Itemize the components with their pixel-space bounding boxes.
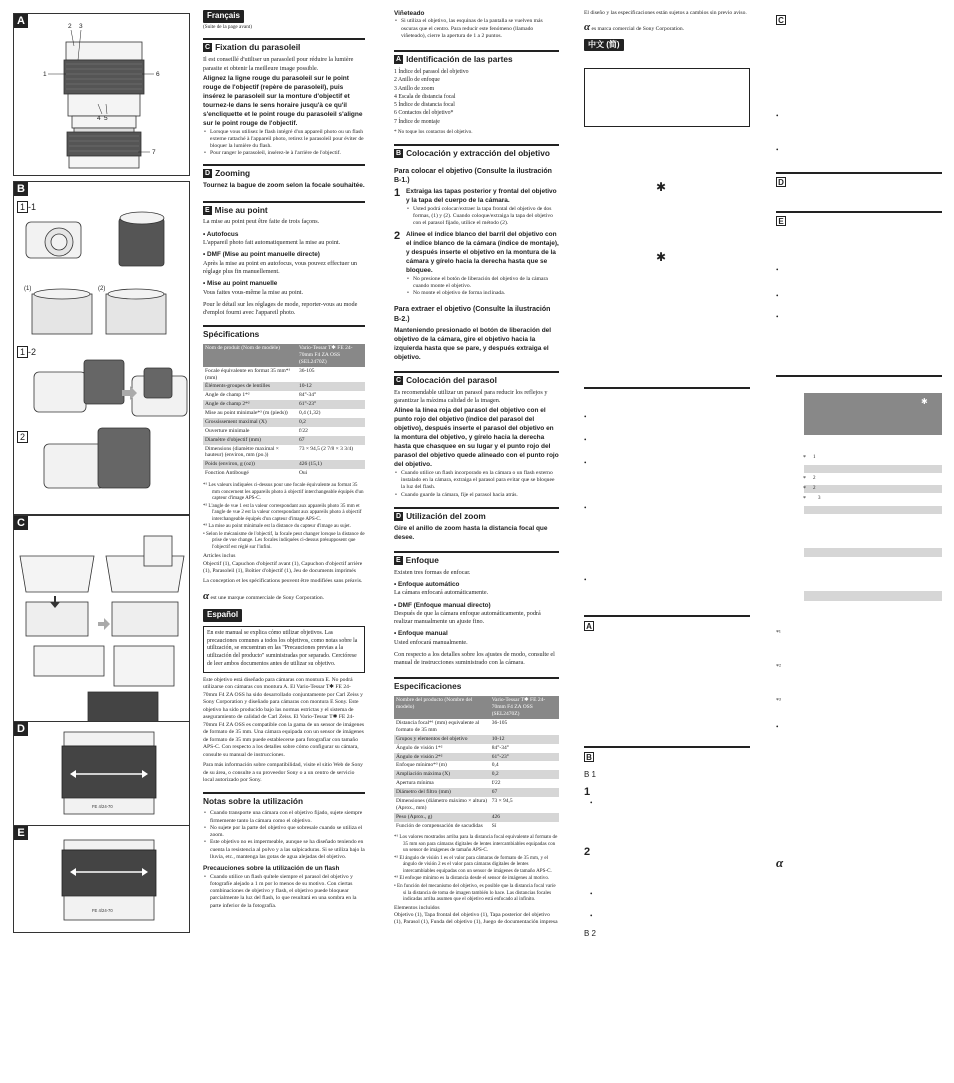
chinese-bullet-7: • <box>590 890 593 898</box>
zoom-instruction: Tournez la bague de zoom selon la focale souhaitée. <box>203 181 365 189</box>
column-french <box>203 10 365 910</box>
hood-instruction: Alignez la ligne rouge du parasoleil sur le point rouge de l'objectif (repère de parasoleil), puis insérez le parasoleil sur la monture d'objectif et tournez-le dans le sens horaire jusqu'à ce qu'il s'encliquette et le point rouge du parasoleil s'aligne sur le point rouge de l'objectif. <box>203 74 363 127</box>
callout-7: 7 <box>152 149 156 156</box>
spec-row <box>203 460 365 469</box>
section-b-title-es: B Colocación y extracción del objetivo <box>394 144 559 159</box>
spec-row <box>203 391 365 400</box>
spec-row <box>394 753 559 762</box>
callout-5: 5 <box>104 115 108 122</box>
section-e-marker-zh: E <box>776 216 786 227</box>
spec-table-fr <box>203 344 365 478</box>
hood-notes <box>203 129 365 158</box>
section-e-title-es: E Enfoque <box>394 551 559 566</box>
spec-table-zh <box>804 393 942 613</box>
spec-value: 426 <box>490 813 559 822</box>
spec-label: Poids (environ, g (oz)) <box>203 460 297 469</box>
spec-label: Angle de champ 2*² <box>203 400 297 409</box>
section-rule <box>776 375 942 377</box>
part-item: 5 Índice de distancia focal <box>394 102 455 109</box>
spec-mark: * <box>803 496 806 502</box>
spec-value: 67 <box>490 788 559 797</box>
footnote: • En función del mecanismo del objetivo, es posible que la distancia focal varíe si la distancia de toma de imagen también lo hace. Las distancias focales indicadas arriba asumen que el objetivo está enfocado al infinito. <box>394 882 556 903</box>
af-desc-es: La cámara enfocará automáticamente. <box>394 589 489 597</box>
spec-mark: 2 <box>813 486 816 491</box>
figure-e-focus <box>13 825 190 933</box>
spec-value: 61°-23° <box>297 400 365 409</box>
spec-row <box>203 436 365 445</box>
spec-value: Vario-Tessar T✱ FE 24-70mm F4 ZA OSS (SEL2470Z) <box>490 696 559 719</box>
design-note-fr: La conception et les spécifications peuvent être modifiées sans préavis. <box>203 578 363 585</box>
spec-mark: * <box>803 486 806 492</box>
list-item: • Si utiliza el objetivo, las esquinas de la pantalla se vuelven más oscuras que el centro. Para reducir este fenómeno (llamado viñeteado), cierre la apertura de 1 a 2 puntos. <box>394 18 559 40</box>
callout-1: 1 <box>43 71 47 78</box>
af-desc: L'appareil photo fait automatiquement la mise au point. <box>203 239 341 247</box>
vignetting-list <box>394 18 559 40</box>
part-item: 4 Escala de distancia focal <box>394 93 456 100</box>
flash-list-es <box>203 874 365 910</box>
part-item: 2 Anillo de enfoque <box>394 77 440 84</box>
mf-heading-es: • Enfoque manual <box>394 630 448 638</box>
callout-4: 4 <box>97 115 101 122</box>
design-note-es: El diseño y las especificaciones están sujetos a cambios sin previo aviso. <box>584 10 747 16</box>
list-item: • Lorsque vous utilisez le flash intégré d'un appareil photo ou un flash externe rattaché à l'appareil photo, retirez le parasoleil pour éviter de bloquer la lumière du flash. <box>203 129 365 151</box>
footnote: *¹ Los valores mostrados arriba para la distancia focal equivalente al formato de 35 mm son para cámaras digitales de lentes intercambiables equipadas con un sensor de imágenes de tamaño APS-C. <box>394 834 558 854</box>
figure-c-hood <box>13 515 190 729</box>
section-c-title-es: C Colocación del parasol <box>394 371 559 386</box>
part-item: 3 Anillo de zoom <box>394 85 435 92</box>
section-b-marker-zh: B <box>584 752 594 763</box>
spec-row <box>394 761 559 770</box>
zeiss-star-1: ✱ <box>656 180 667 194</box>
spec-row <box>203 400 365 409</box>
spec-value: 0,2 <box>297 418 365 427</box>
figure-a-parts <box>13 13 190 176</box>
spec-value: Vario-Tessar T✱ FE 24-70mm F4 ZA OSS (SEL2470Z) <box>297 344 365 367</box>
detach-heading: Para extraer el objetivo (Consulte la ilustración B-2.) <box>394 306 551 323</box>
flash-heading-es: Precauciones sobre la utilización de un flash <box>203 865 340 873</box>
spec-label: Función de compensación de sacudidas <box>396 822 483 829</box>
b-open-2: (2) <box>98 286 106 292</box>
spec-label: Angle de champ 1*² <box>205 392 250 399</box>
footnote: *¹ Les valeurs indiquées ci-dessus pour une focale équivalente au format 35 mm concernent les appareils photo à objectif interchangeable équipés d'un capteur d'image APS-C. <box>203 482 364 502</box>
spec-row <box>203 445 365 461</box>
spec-value: 73 × 94,5 (2 7/8 × 3 3/4) <box>298 445 354 452</box>
spec-value: Oui <box>298 470 308 477</box>
list-item: • Cuando transporte una cámara con el objetivo fijado, sujete siempre firmemente tanto la cámara como el objetivo. <box>203 810 365 825</box>
zoom-instruction-es: Gire el anillo de zoom hasta la distancia focal que desee. <box>394 524 548 541</box>
spec-value: f/22 <box>491 780 501 787</box>
dmf-desc-es: Después de que la cámara enfoque automáticamente, podrá realizar manualmente un ajuste fino. <box>394 610 541 626</box>
focus-intro-es: Existen tres formas de enfocar. <box>394 568 471 576</box>
spec-label: Ampliación máxima (X) <box>394 770 490 779</box>
list-item: • No monte el objetivo de forma inclinada. <box>406 290 559 297</box>
parts-note: * No toque los contactos del objetivo. <box>394 128 473 135</box>
figure-b-label: B <box>14 182 28 196</box>
spec-mark: 3 <box>818 496 821 501</box>
figure-d-label: D <box>14 722 28 736</box>
spec-row <box>203 409 365 418</box>
step-2: 2 Alinee el índice blanco del barril del objetivo con el índice blanco de la cámara (índice de montaje), y después inserte el objetivo en la montura de la cámara y gírelo hacia la derecha hasta que se bloquee. • No presione el botón de liberación del objetivo de la cámara cuando monte el objetivo. • No monte el objetivo de forma inclinada. <box>394 231 559 298</box>
section-a-title-es: A Identificación de las partes <box>394 50 559 65</box>
spec-row <box>394 788 559 797</box>
spec-row <box>394 744 559 753</box>
spec-row <box>394 696 559 719</box>
af-heading: • Autofocus <box>203 230 239 238</box>
spec-mark: * <box>803 455 806 461</box>
zeiss-star-2: ✱ <box>656 250 667 264</box>
spec-label: Nombre del producto (Nombre del modelo) <box>394 696 490 719</box>
trademark-es: α es marca comercial de Sony Corporation. <box>584 21 685 34</box>
list-item: • No presione el botón de liberación del objetivo de la cámara cuando monte el objetivo. <box>406 276 559 291</box>
spec-row <box>394 770 559 779</box>
mounting-illustration <box>14 182 190 515</box>
spec-value: 10-12 <box>490 735 559 744</box>
part-item: 7 Índice de montaje <box>394 118 440 125</box>
hood-illustration <box>14 516 190 729</box>
chinese-language-tab: 中文 (简) <box>584 39 624 52</box>
dmf-desc: Après la mise au point en autofocus, vous pouvez effectuer un réglage plus fin manuellement. <box>203 259 358 275</box>
mf-desc-es: Usted enfocará manualmente. <box>394 638 468 646</box>
spec-label: Ouverture minimale <box>205 427 250 434</box>
fn3-zh: *³ <box>776 698 781 704</box>
list-item: • Este objetivo no es impermeable, aunque se ha diseñado teniendo en cuenta la resistencia al polvo y a las salpicaduras. Si se utiliza bajo la lluvia, etc., mantenga las gotas de agua alejadas del objetivo. <box>203 839 365 861</box>
included-list-es: Objetivo (1), Tapa frontal del objetivo (1), Tapa posterior del objetivo (1), Parasol (1), Funda del objetivo (1), Juego de documentación impresa <box>394 911 558 926</box>
figure-column <box>13 13 190 1069</box>
fn4-zh: • <box>776 723 779 731</box>
spec-label: Mise au point minimale*³ (m (pieds)) <box>205 410 288 417</box>
focus-ring-illustration <box>14 826 190 933</box>
chinese-bullet-e2: • <box>776 292 779 300</box>
spec-row <box>203 382 365 391</box>
b1-marker-zh: B 1 <box>584 770 597 779</box>
fn2-zh: *² <box>776 664 781 670</box>
spec-row <box>203 344 365 367</box>
step-1: 1 Extraiga las tapas posterior y frontal del objetivo y la tapa del cuerpo de la cámara. • Usted podrá colocar/extraer la tapa frontal del objetivo de dos formas, (1) y (2). Cuando coloque/extraiga la tapa del objetivo con el parasol fijado, utilice el método (2). <box>394 188 559 228</box>
hood-intro-es: Es recomendable utilizar un parasol para reducir los reflejos y garantizar la máxima calidad de la imagen. <box>394 388 548 404</box>
list-item: • Usted podrá colocar/extraer la tapa frontal del objetivo de dos formas, (1) y (2). Cuando coloque/extraiga la tapa del objetivo con el parasol fijado, utilice el método (2). <box>406 206 559 228</box>
list-item: • Pour ranger le parasoleil, insérez-le à l'arrière de l'objectif. <box>203 150 365 157</box>
spec-label: Distancia focal*¹ (mm) equivalente al formato de 35 mm <box>396 720 480 733</box>
spec-value: 84°-34° <box>491 744 509 751</box>
b2-marker-zh: B 2 <box>584 929 597 938</box>
spec-value: 84°-34° <box>298 392 317 399</box>
spec-row <box>203 367 365 383</box>
spec-label: Dimensiones (diámetro máximo × altura) (Aprox., mm) <box>396 797 488 811</box>
spanish-intro: Este objetivo está diseñado para cámaras con montura E. No podrá utilizarse con cámaras con montura A. El Vario-Tessar T✱ FE 24-70mm F4 ZA OSS ha sido desarrollado conjuntamente por Carl Zeiss y Sony Corporation y diseñado para cámaras con montura E Sony. Este objetivo ha sido producido bajo las normas estrictas y el sistema de aseguramiento de calidad de Carl Zeiss. El Vario-Tessar T✱ FE 24-70mm F4 ZA OSS es compatible con la gama de un sensor de imágenes de formato de 35 mm. Una cámara equipada con un sensor de imágenes de formato de 35 mm puede establecerse para fotografiar con tamaño APS-C. Con respecto a los detalles sobre cómo configurar su cámara, consulte su manual de instrucciones. <box>203 676 365 758</box>
chinese-bullet-c1: • <box>776 112 779 120</box>
spec-value: 0,4 (1,32) <box>298 410 321 417</box>
chinese-bullet-c2: • <box>776 146 779 154</box>
spec-value: 36-105 <box>491 720 508 726</box>
spec-row <box>394 813 559 822</box>
focus-more-es: Con respecto a los detalles sobre los ajustes de modo, consulte el manual de instrucciones suministrado con la cámara. <box>394 651 555 667</box>
callout-6: 6 <box>156 71 160 78</box>
section-rule <box>584 746 750 748</box>
spec-mark: 2 <box>813 476 816 481</box>
spec-row <box>394 797 559 813</box>
section-rule <box>584 387 750 389</box>
figure-d-zoom <box>13 721 190 826</box>
zoom-ring-illustration <box>14 722 190 826</box>
spec-table-es <box>394 696 559 830</box>
section-d-title-fr: D Zooming <box>203 164 365 179</box>
step2-zh: 2 <box>584 846 591 858</box>
spec-label: Grossissement maximal (X) <box>203 418 297 427</box>
b-open-1: (1) <box>24 286 32 292</box>
spec-label: Focale équivalente en format 35 mm*¹ (mm) <box>205 367 291 381</box>
spec-row <box>203 418 365 427</box>
lens-marking-e: FE 4/24-70 <box>92 908 113 913</box>
alpha-logo-zh: α <box>776 855 784 870</box>
spec-footnotes-fr <box>203 482 365 550</box>
figure-c-label: C <box>14 516 28 530</box>
spec-label: Enfoque mínimo*³ (m) <box>396 762 447 769</box>
spec-row <box>394 735 559 744</box>
part-item: 6 Contactos del objetivo* <box>394 110 454 117</box>
spec-value: 36-105 <box>298 367 315 374</box>
footnote: • Selon le mécanisme de l'objectif, la focale peut changer lorsque la distance de prise de vue change. Les focales indiquées ci-dessus présupposent que l'objectif est réglé sur l'infini. <box>203 530 365 550</box>
spec-title-fr: Spécifications <box>203 325 365 340</box>
spec-value: 426 (15,1) <box>297 460 365 469</box>
callout-2: 2 <box>68 23 72 30</box>
list-item: • Cuando utilice un flash quítele siempre el parasol del objetivo y fotografíe alejado a 1 m por lo menos de su motivo. Con ciertas combinaciones de objetivo y flash, el objetivo puede bloquear parcialmente la luz del flash, lo que resultará en una sombra en la parte inferior de la fotografía. <box>203 874 365 910</box>
hood-notes-es <box>394 470 559 499</box>
step1-zh: 1 <box>584 786 591 798</box>
figure-a-label: A <box>14 14 28 28</box>
spec-value: 0,2 <box>490 770 559 779</box>
column-chinese-a <box>584 10 750 938</box>
detach-instruction: Manteniendo presionado el botón de liberación del objetivo de la cámara, gire el objetivo hacia la izquierda hasta que se pare, y después extraiga el objetivo. <box>394 326 552 361</box>
part-item: 1 Índice del parasol del objetivo <box>394 69 469 76</box>
list-item: • Cuando utilice un flash incorporado en la cámara o un flash externo instalado en la cámara, extraiga el parasol para evitar que se bloquee la luz del flash. <box>394 470 559 492</box>
footnote: *³ El enfoque mínimo es la distancia desde el sensor de imágenes al motivo. <box>394 875 550 882</box>
section-rule <box>584 615 750 617</box>
spec-label: Fonction Antibougé <box>205 470 249 477</box>
b1b-step-label: 1 -2 <box>17 347 36 359</box>
precaution-note-box: En este manual se explica cómo utilizar objetivos. Las precauciones comunes a todos los objetivos, como notas sobre la utilización, se encuentran en las "Precauciones previas a la utilización del producto" suministradas por separado. Cerciórese de leer ambos documentos antes de utilizar su objetivo. <box>203 626 365 673</box>
hood-instruction-es: Alinee la línea roja del parasol del objetivo con el punto rojo del objetivo (índice del parasol del objetivo), después inserte el parasol del objetivo en la montura del objetivo, y gírelo hacia la derecha hasta que chasquee en su lugar y el punto rojo del parasol del objetivo quede alineado con el punto rojo del objetivo. <box>394 407 559 468</box>
spec-label: Ángulo de visión 2*² <box>394 753 490 762</box>
callout-3: 3 <box>79 23 83 30</box>
dmf-heading: • DMF (Mise au point manuelle directe) <box>203 251 320 259</box>
included-heading-fr: Articles inclus <box>203 553 236 560</box>
spec-row <box>203 427 365 436</box>
spec-value: 10-12 <box>297 382 365 391</box>
attach-heading: Para colocar el objetivo (Consulte la ilustración B-1.) <box>394 167 552 184</box>
focus-intro: La mise au point peut être faite de trois façons. <box>203 218 320 226</box>
spec-label: Dimensions (diamètre maximal × hauteur) (environ, mm (po.)) <box>205 445 279 459</box>
figure-b-mounting <box>13 181 190 515</box>
included-heading-es: Elementos incluidos <box>394 904 440 911</box>
section-a-marker-zh: A <box>584 621 594 632</box>
b1-step-label: 1 -1 <box>17 202 36 214</box>
chinese-bullets-1: • • • <box>584 413 587 467</box>
notes-list-es <box>203 810 365 861</box>
figure-e-label: E <box>14 826 28 840</box>
spec-label: Grupos y elementos del objetivo <box>394 735 490 744</box>
spec-label: Diámetro del filtro (mm) <box>394 788 490 797</box>
spec-label: Nom de produit (Nom de modèle) <box>203 344 297 367</box>
list-item: • Cuando guarde la cámara, fije el parasol hacia atrás. <box>394 492 559 499</box>
spanish-language-tab: Español <box>203 609 242 622</box>
notes-title-es: Notas sobre la utilización <box>203 792 365 807</box>
section-d-marker-zh: D <box>776 177 786 188</box>
footnote: *² El ángulo de visión 1 es el valor para cámaras de formato de 35 mm, y el ángulo de visión 2 es el valor para cámaras digitales de lentes intercambiables equipadas con un sensor de imágenes de tamaño APS-C. <box>394 854 552 874</box>
footnote: *² L'angle de vue 1 est la valeur correspondant aux appareils photo 35 mm et l'angle de vue 2 est la valeur correspondant aux appareils photo à objectif interchangeable équipés d'un capteur d'image APS-C. <box>203 502 362 522</box>
hood-intro: Il est conseillé d'utiliser un parasoleil pour réduire la lumière parasite et obtenir la meilleure image possible. <box>203 56 354 72</box>
lens-parts-illustration <box>14 14 190 176</box>
dmf-heading-es: • DMF (Enfoque manual directo) <box>394 601 491 609</box>
chinese-bullet-e3: • <box>776 313 779 321</box>
chinese-bullet-5: • <box>584 576 587 584</box>
section-rule <box>776 211 942 213</box>
spec-row <box>394 719 559 735</box>
trademark-fr: α est une marque commerciale de Sony Corporation. <box>203 589 325 602</box>
spec-label: Éléments-groupes de lentilles <box>203 382 297 391</box>
spec-value: 67 <box>297 436 365 445</box>
included-list-fr: Objectif (1), Capuchon d'objectif avant (1), Capuchon d'objectif arrière (1), Parasoleil (1), Boîtier d'objectif (1), Jeu de documents imprimés <box>203 560 363 575</box>
continued-note: (Suite de la page avant) <box>203 23 252 30</box>
lens-marking-d: FE 4/24-70 <box>92 804 113 809</box>
chinese-bullet-6: • <box>590 799 593 807</box>
spec-mark: * <box>803 476 806 482</box>
section-rule <box>776 172 942 174</box>
column-spanish <box>394 10 559 927</box>
spec-label: Ángulo de visión 1*² <box>396 744 443 751</box>
mf-heading: • Mise au point manuelle <box>203 280 278 288</box>
spec-value: Sí <box>491 822 497 829</box>
list-item: • No sujete por la parte del objetivo que sobresale cuando se utiliza el zoom. <box>203 825 365 840</box>
spec-value: 61°-23° <box>490 753 559 762</box>
spec-star-zh: ✱ <box>921 397 928 406</box>
vignetting-heading: Viñeteado <box>394 10 425 17</box>
af-heading-es: • Enfoque automático <box>394 580 460 588</box>
section-e-title-fr: E Mise au point <box>203 201 365 216</box>
spec-label: Apertura mínima <box>396 780 434 787</box>
chinese-note-box <box>584 68 750 127</box>
footnote: *³ La mise au point minimale est la distance du capteur d'image au sujet. <box>203 523 351 530</box>
alpha-logo: α <box>203 589 210 602</box>
spec-row <box>394 822 559 831</box>
spec-title-es: Especificaciones <box>394 677 559 692</box>
spec-label: Peso (Aprox., g) <box>394 813 490 822</box>
spanish-web: Para más información sobre compatibilidad, visite el sitio Web de Sony de su área, o consulte a su proveedor Sony o a un centro de servicio local autorizado por Sony. <box>203 762 363 783</box>
spec-footnotes-es <box>394 834 559 902</box>
alpha-logo: α <box>584 21 591 34</box>
chinese-bullet-4: • <box>584 504 587 512</box>
fn1-zh: *¹ <box>776 630 781 636</box>
spec-row <box>203 469 365 478</box>
section-d-title-es: D Utilización del zoom <box>394 507 559 522</box>
parts-list <box>394 68 559 126</box>
focus-more: Pour le détail sur les réglages de mode, reporter-vous au mode d'emploi fourni avec l'appareil photo. <box>203 300 358 316</box>
chinese-bullet-8: • <box>590 912 593 920</box>
spec-label: Diamètre d'objectif (mm) <box>203 436 297 445</box>
mf-desc: Vous faites vous-même la mise au point. <box>203 288 304 296</box>
french-language-tab: Français <box>203 10 244 23</box>
section-c-marker-zh: C <box>776 15 786 26</box>
b2-step-label: 2 <box>17 432 28 444</box>
spec-value: 0,4 <box>491 762 499 769</box>
spec-value: 73 × 94,5 <box>491 797 513 804</box>
section-c-title-fr: C Fixation du parasoleil <box>203 38 365 53</box>
spec-value: f/22 <box>298 427 308 434</box>
spec-mark: 1 <box>813 455 816 460</box>
chinese-bullet-e1: • <box>776 266 779 274</box>
spec-row <box>394 779 559 788</box>
